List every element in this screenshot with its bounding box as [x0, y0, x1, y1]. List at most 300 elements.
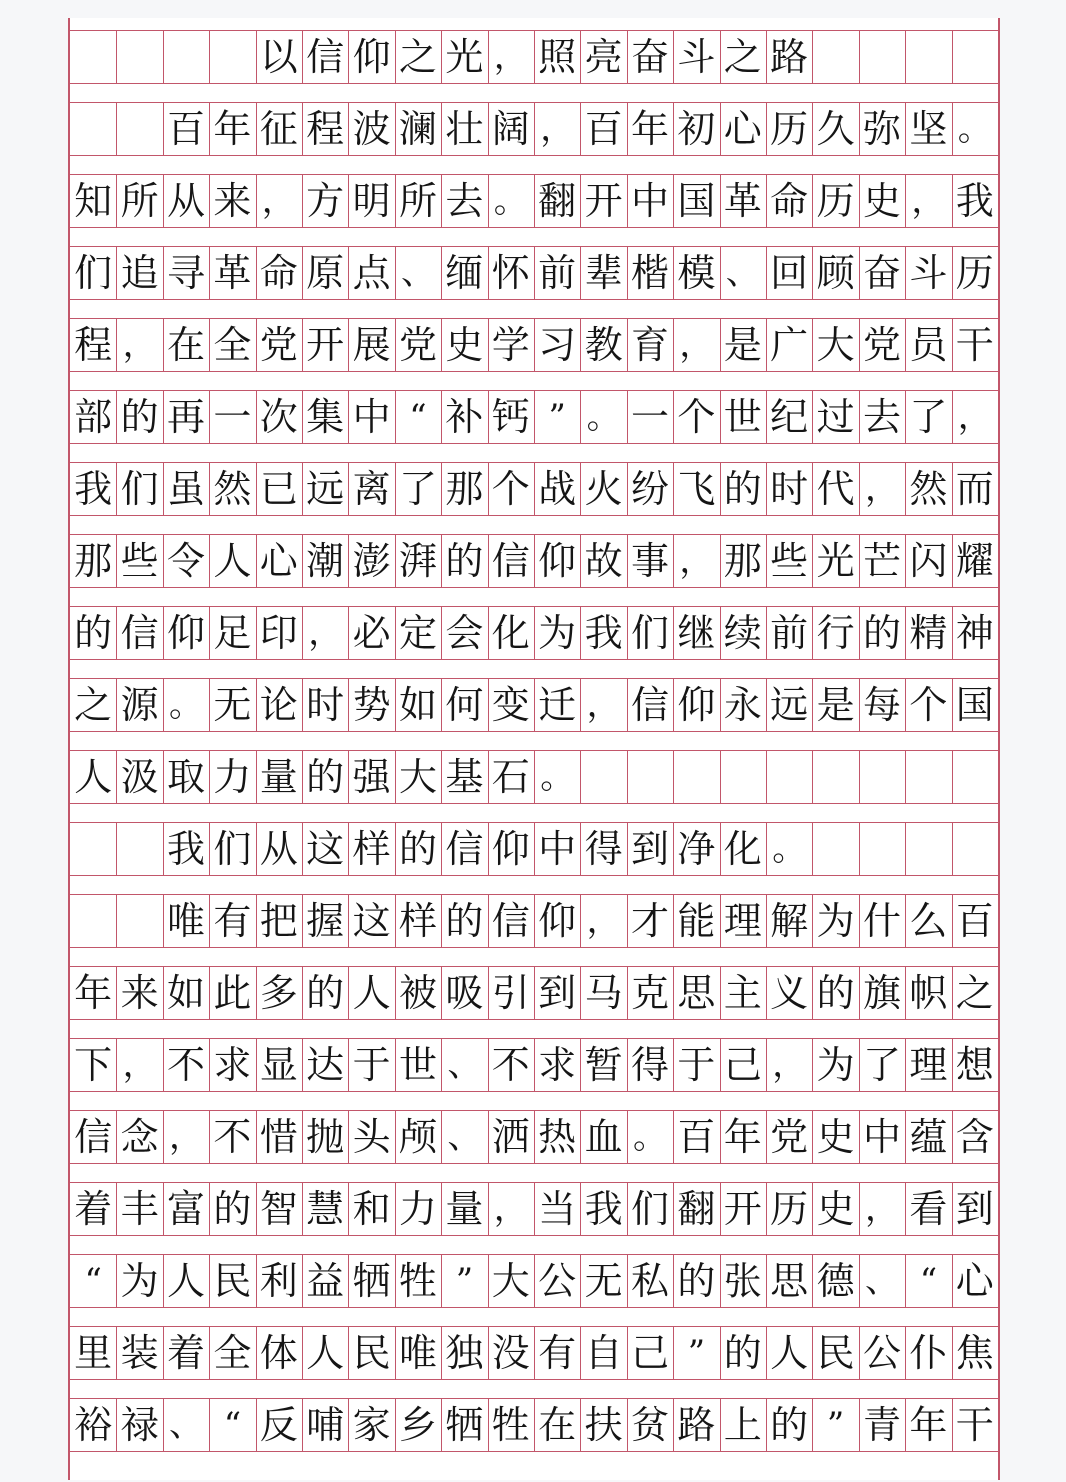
character-cell: 、 — [865, 1261, 899, 1301]
character-cell: 革 — [723, 179, 762, 223]
character-cell: 芒 — [862, 539, 901, 583]
cell-divider — [952, 31, 953, 83]
character-cell: 焦 — [955, 1331, 994, 1375]
character-cell: 远 — [770, 683, 809, 727]
character-cell: 大 — [491, 1259, 530, 1303]
character-cell: 、 — [169, 1405, 203, 1445]
character-cell: ” — [826, 1405, 845, 1445]
character-cell: 样 — [352, 827, 391, 871]
character-cell: 的 — [445, 899, 484, 943]
character-cell: 吸 — [445, 971, 484, 1015]
character-cell: 足 — [213, 611, 252, 655]
character-cell: 、 — [447, 1045, 482, 1085]
text-line — [70, 1110, 998, 1164]
character-cell: 个 — [491, 467, 530, 511]
character-cell: 自 — [584, 1331, 623, 1375]
character-cell: 从 — [259, 827, 298, 871]
character-cell: 握 — [306, 899, 345, 943]
character-cell: 习 — [538, 323, 577, 367]
text-line — [70, 894, 998, 948]
character-cell: 汲 — [120, 755, 159, 799]
character-cell: 上 — [723, 1403, 762, 1447]
character-cell: 那 — [74, 539, 113, 583]
character-cell: 百 — [166, 107, 205, 151]
character-cell: 头 — [352, 1115, 391, 1159]
character-cell: 论 — [259, 683, 298, 727]
character-cell: 中 — [352, 395, 391, 439]
character-cell: 。 — [633, 1117, 667, 1157]
character-cell: 照 — [538, 35, 577, 79]
character-cell: 无 — [584, 1259, 623, 1303]
character-cell: 么 — [909, 899, 948, 943]
character-cell: 那 — [723, 539, 762, 583]
character-cell: 再 — [166, 395, 205, 439]
character-cell: 为 — [816, 899, 855, 943]
character-cell: 会 — [445, 611, 484, 655]
character-cell: 学 — [491, 323, 530, 367]
character-cell: 时 — [770, 467, 809, 511]
character-cell: 续 — [723, 611, 762, 655]
character-cell: 们 — [120, 467, 159, 511]
character-cell: ， — [586, 685, 621, 725]
text-line — [70, 1038, 998, 1092]
character-cell: 开 — [306, 323, 345, 367]
character-cell: ， — [122, 325, 157, 365]
cell-divider — [905, 823, 906, 875]
character-cell: 有 — [538, 1331, 577, 1375]
cell-divider — [905, 31, 906, 83]
character-cell: 体 — [259, 1331, 298, 1375]
character-cell: 源 — [120, 683, 159, 727]
character-cell: 。 — [169, 685, 203, 725]
cell-divider — [116, 103, 117, 155]
character-cell: 回 — [770, 251, 809, 295]
character-cell: 里 — [74, 1331, 113, 1375]
character-cell: 己 — [630, 1331, 669, 1375]
character-cell: 基 — [445, 755, 484, 799]
character-cell: 势 — [352, 683, 391, 727]
character-cell: 净 — [677, 827, 716, 871]
cell-divider — [116, 895, 117, 947]
character-cell: 神 — [955, 611, 994, 655]
text-line — [70, 534, 998, 588]
character-cell: 明 — [352, 179, 391, 223]
character-cell: 不 — [166, 1043, 205, 1087]
character-cell: 代 — [816, 467, 855, 511]
character-cell: 人 — [352, 971, 391, 1015]
character-cell: 到 — [955, 1187, 994, 1231]
character-cell: 仰 — [538, 899, 577, 943]
character-cell: 没 — [491, 1331, 530, 1375]
character-cell: 的 — [74, 611, 113, 655]
character-cell: 历 — [770, 1187, 809, 1231]
character-cell: 显 — [259, 1043, 298, 1087]
character-cell: 石 — [491, 755, 530, 799]
character-cell: 家 — [352, 1403, 391, 1447]
character-cell: 思 — [677, 971, 716, 1015]
character-cell: 、 — [401, 253, 435, 293]
character-cell: 中 — [538, 827, 577, 871]
character-cell: 世 — [723, 395, 762, 439]
text-line — [70, 1326, 998, 1380]
character-cell: 顾 — [816, 251, 855, 295]
character-cell: 定 — [398, 611, 437, 655]
character-cell: 火 — [584, 467, 623, 511]
character-cell: 辈 — [584, 251, 623, 295]
character-cell: 湃 — [398, 539, 437, 583]
cell-divider — [812, 751, 813, 803]
character-cell: 信 — [630, 683, 669, 727]
cell-divider — [209, 31, 210, 83]
character-cell: ， — [586, 901, 621, 941]
character-cell: 之 — [74, 683, 113, 727]
character-cell: 此 — [213, 971, 252, 1015]
character-cell: 开 — [584, 179, 623, 223]
character-cell: 历 — [816, 179, 855, 223]
cell-divider — [952, 751, 953, 803]
text-line — [70, 246, 998, 300]
character-cell: 惜 — [259, 1115, 298, 1159]
text-line — [70, 174, 998, 228]
character-cell: 暂 — [584, 1043, 623, 1087]
character-cell: 国 — [677, 179, 716, 223]
character-cell: 历 — [770, 107, 809, 151]
character-cell: ， — [772, 1045, 807, 1085]
character-cell: 斗 — [909, 251, 948, 295]
character-cell: 教 — [584, 323, 623, 367]
character-cell: 年 — [213, 107, 252, 151]
character-cell: 了 — [398, 467, 437, 511]
character-cell: 是 — [816, 683, 855, 727]
character-cell: 为 — [538, 611, 577, 655]
character-cell: 前 — [538, 251, 577, 295]
character-cell: 的 — [445, 539, 484, 583]
character-cell: “ — [919, 1261, 938, 1301]
character-cell: 年 — [74, 971, 113, 1015]
character-cell: 个 — [677, 395, 716, 439]
character-cell: 的 — [120, 395, 159, 439]
text-line — [70, 1398, 998, 1452]
character-cell: 的 — [816, 971, 855, 1015]
character-cell: 益 — [306, 1259, 345, 1303]
cell-divider — [905, 751, 906, 803]
character-cell: 信 — [491, 539, 530, 583]
character-cell: 所 — [398, 179, 437, 223]
character-cell: 集 — [306, 395, 345, 439]
character-cell: 到 — [538, 971, 577, 1015]
character-cell: 一 — [213, 395, 252, 439]
character-cell: 慧 — [306, 1187, 345, 1231]
text-line — [70, 966, 998, 1020]
character-cell: 人 — [166, 1259, 205, 1303]
character-cell: 征 — [259, 107, 298, 151]
character-cell: 、 — [725, 253, 760, 293]
cell-divider — [720, 751, 721, 803]
character-cell: 主 — [723, 971, 762, 1015]
character-cell: 信 — [120, 611, 159, 655]
character-cell: 信 — [74, 1115, 113, 1159]
character-cell: 楷 — [630, 251, 669, 295]
character-cell: 力 — [213, 755, 252, 799]
character-cell: 原 — [306, 251, 345, 295]
character-cell: 克 — [630, 971, 669, 1015]
character-cell: 些 — [770, 539, 809, 583]
character-cell: 才 — [630, 899, 669, 943]
character-cell: 是 — [723, 323, 762, 367]
character-cell: 智 — [259, 1187, 298, 1231]
character-cell: 革 — [213, 251, 252, 295]
character-cell: ， — [957, 397, 992, 437]
character-cell: 员 — [909, 323, 948, 367]
character-cell: ， — [169, 1117, 203, 1157]
character-cell: 点 — [352, 251, 391, 295]
character-cell: 之 — [398, 35, 437, 79]
character-cell: 贫 — [630, 1403, 669, 1447]
character-cell: “ — [409, 397, 427, 437]
character-cell: ， — [911, 181, 946, 221]
character-cell: 奋 — [862, 251, 901, 295]
character-cell: 补 — [445, 395, 484, 439]
character-cell: 全 — [213, 1331, 252, 1375]
character-cell: 百 — [955, 899, 994, 943]
character-cell: 次 — [259, 395, 298, 439]
character-cell: 哺 — [306, 1403, 345, 1447]
character-cell: 有 — [213, 899, 252, 943]
character-cell: ， — [261, 181, 296, 221]
character-cell: 什 — [862, 899, 901, 943]
character-cell: 装 — [120, 1331, 159, 1375]
character-cell: 仰 — [677, 683, 716, 727]
character-cell: 们 — [630, 611, 669, 655]
character-cell: 样 — [398, 899, 437, 943]
character-cell: 从 — [166, 179, 205, 223]
character-cell: 。 — [957, 109, 992, 149]
character-cell: 弥 — [862, 107, 901, 151]
character-cell: 力 — [398, 1187, 437, 1231]
character-cell: 看 — [909, 1187, 948, 1231]
character-cell: 纷 — [630, 467, 669, 511]
character-cell: 们 — [630, 1187, 669, 1231]
character-cell: 钙 — [491, 395, 530, 439]
character-cell: 澎 — [352, 539, 391, 583]
character-cell: 知 — [74, 179, 113, 223]
character-cell: 路 — [770, 35, 809, 79]
text-line — [70, 462, 998, 516]
text-line — [70, 750, 998, 804]
character-cell: 党 — [398, 323, 437, 367]
character-cell: 得 — [584, 827, 623, 871]
character-cell: ， — [679, 541, 714, 581]
character-cell: 张 — [723, 1259, 762, 1303]
character-cell: 独 — [445, 1331, 484, 1375]
character-cell: 求 — [213, 1043, 252, 1087]
character-cell: 中 — [862, 1115, 901, 1159]
cell-divider — [163, 31, 164, 83]
character-cell: 人 — [213, 539, 252, 583]
character-cell: 离 — [352, 467, 391, 511]
character-cell: 必 — [352, 611, 391, 655]
character-cell: 的 — [306, 971, 345, 1015]
character-cell: 路 — [677, 1403, 716, 1447]
character-cell: 事 — [630, 539, 669, 583]
character-cell: 多 — [259, 971, 298, 1015]
character-cell: 化 — [723, 827, 762, 871]
character-cell: 人 — [306, 1331, 345, 1375]
character-cell: 斗 — [677, 35, 716, 79]
character-cell: 闪 — [909, 539, 948, 583]
character-cell: 在 — [166, 323, 205, 367]
character-cell: 变 — [491, 683, 530, 727]
character-cell: 无 — [213, 683, 252, 727]
character-cell: 仰 — [491, 827, 530, 871]
character-cell: 战 — [538, 467, 577, 511]
title-line — [70, 30, 998, 84]
character-cell: 着 — [166, 1331, 205, 1375]
character-cell: 强 — [352, 755, 391, 799]
character-cell: ， — [308, 613, 343, 653]
character-cell: 解 — [770, 899, 809, 943]
character-cell: 洒 — [491, 1115, 530, 1159]
character-cell: 史 — [445, 323, 484, 367]
character-cell: 大 — [398, 755, 437, 799]
character-cell: 所 — [120, 179, 159, 223]
text-line — [70, 102, 998, 156]
cell-divider — [627, 751, 628, 803]
character-cell: 远 — [306, 467, 345, 511]
character-cell: 仰 — [352, 35, 391, 79]
character-cell: 波 — [352, 107, 391, 151]
character-cell: 已 — [259, 467, 298, 511]
character-cell: 我 — [74, 467, 113, 511]
character-cell: 和 — [352, 1187, 391, 1231]
character-cell: 令 — [166, 539, 205, 583]
character-cell: 永 — [723, 683, 762, 727]
character-cell: 牺 — [352, 1259, 391, 1303]
character-cell: 过 — [816, 395, 855, 439]
cell-divider — [116, 31, 117, 83]
character-cell: 开 — [723, 1187, 762, 1231]
character-cell: 百 — [584, 107, 623, 151]
cell-divider — [116, 823, 117, 875]
character-cell: 民 — [213, 1259, 252, 1303]
character-cell: 亮 — [584, 35, 623, 79]
character-cell: 。 — [586, 397, 621, 437]
cell-divider — [952, 823, 953, 875]
character-cell: 引 — [491, 971, 530, 1015]
character-cell: ， — [679, 325, 714, 365]
character-cell: 继 — [677, 611, 716, 655]
character-cell: 寻 — [166, 251, 205, 295]
character-cell: 的 — [398, 827, 437, 871]
character-cell: 为 — [816, 1043, 855, 1087]
character-cell: 光 — [816, 539, 855, 583]
character-cell: 史 — [816, 1115, 855, 1159]
character-cell: 不 — [491, 1043, 530, 1087]
character-cell: 怀 — [491, 251, 530, 295]
character-cell: 党 — [862, 323, 901, 367]
character-cell: 把 — [259, 899, 298, 943]
character-cell: 澜 — [398, 107, 437, 151]
character-cell: 思 — [770, 1259, 809, 1303]
character-cell: 程 — [306, 107, 345, 151]
character-cell: 、 — [447, 1117, 482, 1157]
text-line — [70, 318, 998, 372]
character-cell: 求 — [538, 1043, 577, 1087]
character-cell: 纪 — [770, 395, 809, 439]
character-cell: 精 — [909, 611, 948, 655]
character-cell: 命 — [259, 251, 298, 295]
character-cell: 信 — [306, 35, 345, 79]
character-cell: 着 — [74, 1187, 113, 1231]
character-cell: 取 — [166, 755, 205, 799]
character-cell: 去 — [862, 395, 901, 439]
character-cell: 民 — [816, 1331, 855, 1375]
character-cell: 达 — [306, 1043, 345, 1087]
character-cell: 心 — [955, 1259, 994, 1303]
character-cell: 乡 — [398, 1403, 437, 1447]
character-cell: 如 — [398, 683, 437, 727]
character-cell: 些 — [120, 539, 159, 583]
cell-divider — [859, 751, 860, 803]
character-cell: 百 — [677, 1115, 716, 1159]
text-line — [70, 822, 998, 876]
character-cell: 禄 — [120, 1403, 159, 1447]
character-cell: 然 — [213, 467, 252, 511]
character-cell: 了 — [862, 1043, 901, 1087]
character-cell: 己 — [723, 1043, 762, 1087]
character-cell: 翻 — [677, 1187, 716, 1231]
character-cell: “ — [223, 1405, 242, 1445]
character-cell: 马 — [584, 971, 623, 1015]
character-cell: 故 — [584, 539, 623, 583]
character-cell: ， — [540, 109, 575, 149]
character-cell: 我 — [584, 611, 623, 655]
character-cell: 而 — [955, 467, 994, 511]
character-cell: 飞 — [677, 467, 716, 511]
character-cell: “ — [84, 1261, 102, 1301]
character-cell: 量 — [259, 755, 298, 799]
character-cell: 扶 — [584, 1403, 623, 1447]
character-cell: 人 — [74, 755, 113, 799]
character-cell: 光 — [445, 35, 484, 79]
cell-divider — [859, 823, 860, 875]
character-cell: 信 — [445, 827, 484, 871]
character-cell: 不 — [213, 1115, 252, 1159]
character-cell: 全 — [213, 323, 252, 367]
character-cell: ， — [122, 1045, 157, 1085]
text-line — [70, 606, 998, 660]
character-cell: 我 — [584, 1187, 623, 1231]
character-cell: 久 — [816, 107, 855, 151]
character-cell: 历 — [955, 251, 994, 295]
character-cell: 国 — [955, 683, 994, 727]
character-cell: 年 — [723, 1115, 762, 1159]
character-cell: ， — [493, 1189, 528, 1229]
character-cell: 中 — [630, 179, 669, 223]
character-cell: 缅 — [445, 251, 484, 295]
character-cell: 年 — [909, 1403, 948, 1447]
character-cell: 下 — [74, 1043, 113, 1087]
character-cell: ， — [865, 1189, 899, 1229]
character-cell: 我 — [166, 827, 205, 871]
character-cell: 的 — [306, 755, 345, 799]
character-cell: 时 — [306, 683, 345, 727]
cell-divider — [812, 823, 813, 875]
character-cell: 党 — [770, 1115, 809, 1159]
text-line — [70, 390, 998, 444]
character-cell: 以 — [259, 35, 298, 79]
character-cell: 量 — [445, 1187, 484, 1231]
